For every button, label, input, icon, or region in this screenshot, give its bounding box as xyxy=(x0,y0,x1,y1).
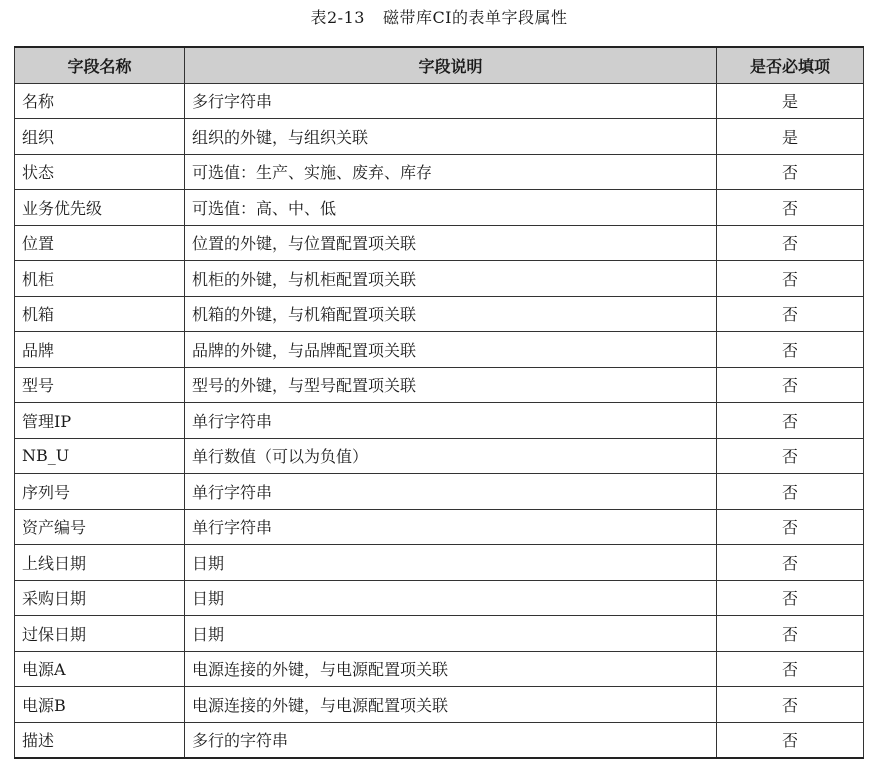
cell-field-description: 型号的外键，与型号配置项关联 xyxy=(185,367,717,403)
cell-required: 否 xyxy=(717,474,864,510)
cell-field-description: 机柜的外键，与机柜配置项关联 xyxy=(185,261,717,297)
table-row xyxy=(15,722,864,758)
field-attributes-table xyxy=(14,46,864,759)
cell-field-description: 日期 xyxy=(185,580,717,616)
cell-field-name: 机箱 xyxy=(15,296,185,332)
table-row xyxy=(15,616,864,652)
cell-field-description: 机箱的外键，与机箱配置项关联 xyxy=(185,296,717,332)
cell-field-description: 多行字符串 xyxy=(185,83,717,119)
cell-field-name: 名称 xyxy=(15,83,185,119)
cell-field-name: 电源B xyxy=(15,687,185,723)
cell-field-description: 电源连接的外键，与电源配置项关联 xyxy=(185,687,717,723)
cell-field-description: 单行字符串 xyxy=(185,474,717,510)
cell-required: 是 xyxy=(717,119,864,155)
table-caption xyxy=(0,6,878,30)
cell-field-description: 单行字符串 xyxy=(185,509,717,545)
cell-required: 否 xyxy=(717,225,864,261)
table-row xyxy=(15,651,864,687)
table-row xyxy=(15,154,864,190)
cell-field-name: 采购日期 xyxy=(15,580,185,616)
cell-field-name: 序列号 xyxy=(15,474,185,510)
cell-required: 否 xyxy=(717,722,864,758)
table-row xyxy=(15,545,864,581)
cell-field-description: 日期 xyxy=(185,616,717,652)
table-row xyxy=(15,225,864,261)
cell-field-name: 业务优先级 xyxy=(15,190,185,226)
table-row xyxy=(15,190,864,226)
cell-field-name: 型号 xyxy=(15,367,185,403)
cell-field-description: 可选值：高、中、低 xyxy=(185,190,717,226)
table-row xyxy=(15,296,864,332)
table-row xyxy=(15,474,864,510)
cell-required: 否 xyxy=(717,687,864,723)
cell-field-name: 状态 xyxy=(15,154,185,190)
cell-required: 否 xyxy=(717,190,864,226)
cell-field-name: 位置 xyxy=(15,225,185,261)
table-row xyxy=(15,83,864,119)
cell-field-description: 单行数值（可以为负值） xyxy=(185,438,717,474)
cell-required: 否 xyxy=(717,651,864,687)
table-row xyxy=(15,261,864,297)
header-required: 是否必填项 xyxy=(717,47,864,83)
cell-required: 否 xyxy=(717,438,864,474)
table-number: 表2-13 xyxy=(310,8,365,27)
cell-required: 是 xyxy=(717,83,864,119)
cell-field-name: 描述 xyxy=(15,722,185,758)
cell-field-name: 品牌 xyxy=(15,332,185,368)
table-row xyxy=(15,580,864,616)
cell-field-description: 组织的外键，与组织关联 xyxy=(185,119,717,155)
table-title: 磁带库CI的表单字段属性 xyxy=(382,8,568,27)
cell-field-name: 过保日期 xyxy=(15,616,185,652)
cell-field-description: 品牌的外键，与品牌配置项关联 xyxy=(185,332,717,368)
cell-required: 否 xyxy=(717,332,864,368)
cell-required: 否 xyxy=(717,616,864,652)
header-field-name: 字段名称 xyxy=(15,47,185,83)
table-row xyxy=(15,438,864,474)
cell-required: 否 xyxy=(717,509,864,545)
cell-field-name: 电源A xyxy=(15,651,185,687)
table-row xyxy=(15,687,864,723)
cell-field-name: 管理IP xyxy=(15,403,185,439)
cell-field-description: 日期 xyxy=(185,545,717,581)
table-row xyxy=(15,509,864,545)
cell-required: 否 xyxy=(717,367,864,403)
cell-field-name: 组织 xyxy=(15,119,185,155)
cell-field-description: 电源连接的外键，与电源配置项关联 xyxy=(185,651,717,687)
cell-field-name: NB_U xyxy=(15,438,185,474)
cell-required: 否 xyxy=(717,296,864,332)
table-row xyxy=(15,119,864,155)
cell-field-name: 机柜 xyxy=(15,261,185,297)
cell-field-name: 资产编号 xyxy=(15,509,185,545)
cell-field-description: 可选值：生产、实施、废弃、库存 xyxy=(185,154,717,190)
cell-required: 否 xyxy=(717,261,864,297)
cell-field-description: 单行字符串 xyxy=(185,403,717,439)
cell-field-description: 多行的字符串 xyxy=(185,722,717,758)
table-header-row xyxy=(15,47,864,83)
cell-required: 否 xyxy=(717,580,864,616)
cell-required: 否 xyxy=(717,403,864,439)
header-field-description: 字段说明 xyxy=(185,47,717,83)
cell-field-name: 上线日期 xyxy=(15,545,185,581)
table-row xyxy=(15,403,864,439)
table-row xyxy=(15,367,864,403)
cell-required: 否 xyxy=(717,545,864,581)
cell-field-description: 位置的外键，与位置配置项关联 xyxy=(185,225,717,261)
table-row xyxy=(15,332,864,368)
table-body xyxy=(15,83,864,758)
cell-required: 否 xyxy=(717,154,864,190)
